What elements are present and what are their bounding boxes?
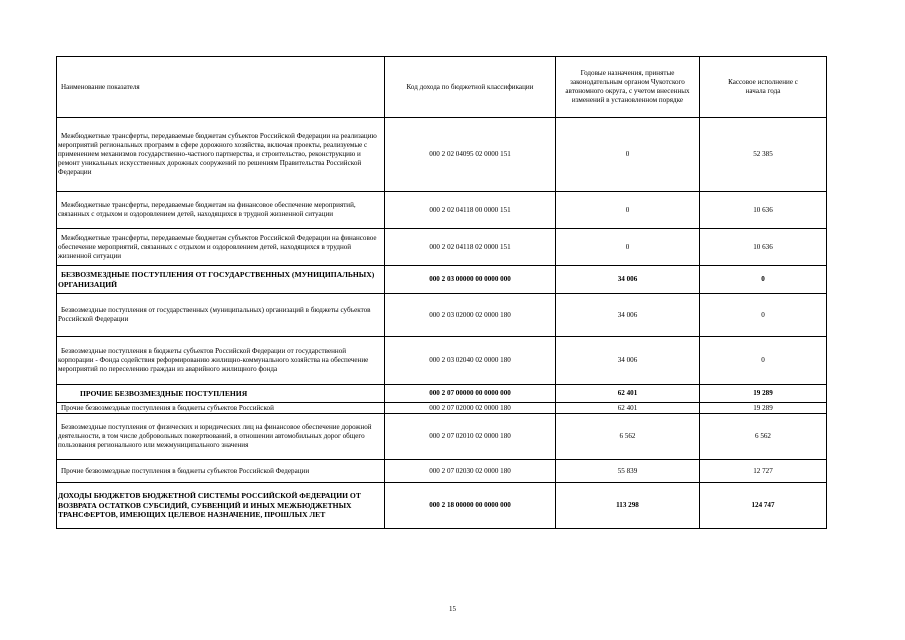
- row-code: 000 2 07 02000 02 0000 180: [385, 403, 556, 414]
- header-exec: Кассовое исполнение с начала года: [700, 57, 827, 118]
- row-code: 000 2 03 02000 02 0000 180: [385, 294, 556, 337]
- table-row: [57, 414, 827, 460]
- row-plan: 62 401: [556, 385, 700, 403]
- row-name: Межбюджетные трансферты, передаваемые бюджетам субъектов Российской Федерации на финансовое обеспечение мероприятий, связанных с отдыхом и оздоровлением детей, находящихся в трудной жизненной ситуации: [57, 229, 385, 266]
- table-row: [57, 460, 827, 483]
- table-row: [57, 483, 827, 529]
- row-name: Межбюджетные трансферты, передаваемые бюджетам субъектов Российской Федерации на реализацию мероприятий региональных программ в сфере дорожного хозяйства, включая проекты, реализуемые с применением механизмов государственно-частного партнерства, и строительство, реконструкцию и ремонт уникальных искусственных дорожных сооружений по решениям Правительства Российской Федерации: [57, 118, 385, 192]
- row-name: Прочие безвозмездные поступления в бюджеты субъектов Российской Федерации: [57, 460, 385, 483]
- row-exec: 19 289: [700, 403, 827, 414]
- row-plan: 34 006: [556, 266, 700, 294]
- row-code: 000 2 03 00000 00 0000 000: [385, 266, 556, 294]
- table-row: [57, 337, 827, 385]
- row-exec: 6 562: [700, 414, 827, 460]
- row-exec: 10 636: [700, 229, 827, 266]
- row-code: 000 2 18 00000 00 0000 000: [385, 483, 556, 529]
- row-code: 000 2 02 04118 02 0000 151: [385, 229, 556, 266]
- row-exec: 0: [700, 266, 827, 294]
- row-exec: 19 289: [700, 385, 827, 403]
- row-name: Безвозмездные поступления от государственных (муниципальных) организаций в бюджеты субъектов Российской Федерации: [57, 294, 385, 337]
- row-code: 000 2 03 02040 02 0000 180: [385, 337, 556, 385]
- table-row: [57, 403, 827, 414]
- row-plan: 55 839: [556, 460, 700, 483]
- row-name: Безвозмездные поступления в бюджеты субъектов Российской Федерации от государственной корпорации - Фонда содействия реформированию жилищно-коммунального хозяйства на обеспечение мероприятий по переселению граждан из аварийного жилищного фонда: [57, 337, 385, 385]
- row-code: 000 2 07 02010 02 0000 180: [385, 414, 556, 460]
- table-row: [57, 229, 827, 266]
- row-exec: 12 727: [700, 460, 827, 483]
- row-exec: 0: [700, 294, 827, 337]
- table-row: [57, 294, 827, 337]
- row-plan: 113 298: [556, 483, 700, 529]
- row-name: Безвозмездные поступления от физических и юридических лиц на финансовое обеспечение дорожной деятельности, в том числе добровольных пожертвований, в отношении автомобильных дорог общего пользования регионального или межмуниципального значения: [57, 414, 385, 460]
- row-plan: 34 006: [556, 294, 700, 337]
- table-row: [57, 192, 827, 229]
- row-code: 000 2 02 04095 02 0000 151: [385, 118, 556, 192]
- header-code: Код дохода по бюджетной классификации: [385, 57, 556, 118]
- page-number: 15: [449, 605, 456, 613]
- row-plan: 0: [556, 192, 700, 229]
- row-name: ДОХОДЫ БЮДЖЕТОВ БЮДЖЕТНОЙ СИСТЕМЫ РОССИЙСКОЙ ФЕДЕРАЦИИ ОТ ВОЗВРАТА ОСТАТКОВ СУБСИДИЙ, СУБВЕНЦИЙ И ИНЫХ МЕЖБЮДЖЕТНЫХ ТРАНСФЕРТОВ, ИМЕЮЩИХ ЦЕЛЕВОЕ НАЗНАЧЕНИЕ, ПРОШЛЫХ ЛЕТ: [57, 483, 385, 529]
- row-plan: 0: [556, 229, 700, 266]
- row-exec: 124 747: [700, 483, 827, 529]
- row-code: 000 2 07 02030 02 0000 180: [385, 460, 556, 483]
- header-plan: Годовые назначения, принятые законодательным органом Чукотского автономного округа, с учетом внесенных изменений в установленном порядке: [556, 57, 700, 118]
- table-row: [57, 118, 827, 192]
- row-plan: 62 401: [556, 403, 700, 414]
- table-header-row: [57, 57, 827, 118]
- row-code: 000 2 07 00000 00 0000 000: [385, 385, 556, 403]
- row-name: ПРОЧИЕ БЕЗВОЗМЕЗДНЫЕ ПОСТУПЛЕНИЯ: [57, 385, 385, 403]
- row-plan: 6 562: [556, 414, 700, 460]
- row-exec: 52 385: [700, 118, 827, 192]
- row-name: Межбюджетные трансферты, передаваемые бюджетам на финансовое обеспечение мероприятий, связанных с отдыхом и оздоровлением детей, находящихся в трудной жизненной ситуации: [57, 192, 385, 229]
- revenue-table: [56, 56, 827, 529]
- header-name: Наименование показателя: [57, 57, 385, 118]
- row-exec: 10 636: [700, 192, 827, 229]
- row-plan: 0: [556, 118, 700, 192]
- row-plan: 34 006: [556, 337, 700, 385]
- row-name: БЕЗВОЗМЕЗДНЫЕ ПОСТУПЛЕНИЯ ОТ ГОСУДАРСТВЕННЫХ (МУНИЦИПАЛЬНЫХ) ОРГАНИЗАЦИЙ: [57, 266, 385, 294]
- row-name: Прочие безвозмездные поступления в бюджеты субъектов Российской: [57, 403, 385, 414]
- table-row: [57, 266, 827, 294]
- row-code: 000 2 02 04118 00 0000 151: [385, 192, 556, 229]
- table-row: [57, 385, 827, 403]
- row-exec: 0: [700, 337, 827, 385]
